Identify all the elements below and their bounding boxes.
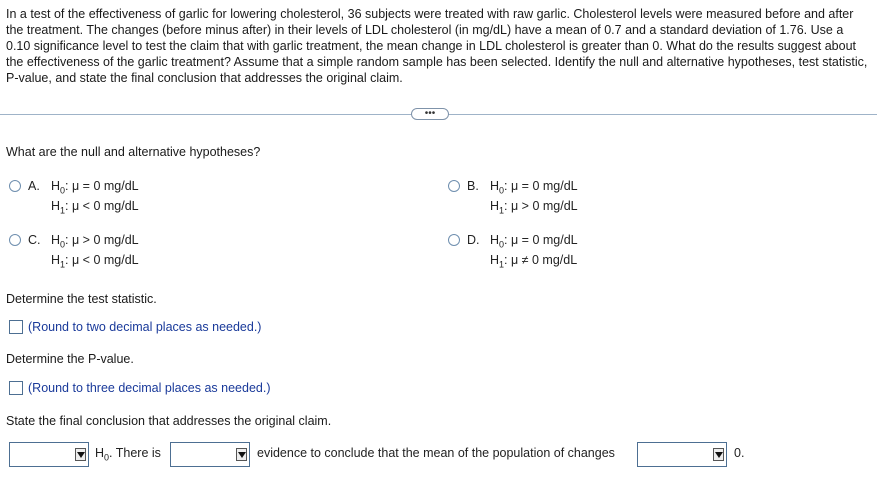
option-a-h0: $H_0$: μ = 0 mg/dL: [51, 179, 139, 196]
test-statistic-question: Determine the test statistic.: [6, 292, 157, 306]
radio-c[interactable]: [9, 234, 21, 246]
test-statistic-hint: (Round to two decimal places as needed.): [28, 320, 262, 334]
option-d[interactable]: [448, 230, 648, 272]
reject-decision-select[interactable]: [9, 442, 89, 467]
evidence-level-select[interactable]: [170, 442, 250, 467]
test-statistic-input[interactable]: [9, 320, 23, 334]
hypotheses-question: What are the null and alternative hypotheses?: [6, 145, 261, 159]
radio-b[interactable]: [448, 180, 460, 192]
conclusion-h0-text: $H_0$. There is: [95, 446, 161, 463]
conclusion-end-text: 0.: [734, 446, 745, 460]
chevron-down-icon: [75, 448, 86, 461]
option-c[interactable]: [9, 230, 209, 272]
conclusion-question: State the final conclusion that addresses the original claim.: [6, 414, 332, 428]
option-b-h0: $H_0$: μ = 0 mg/dL: [490, 179, 578, 196]
expand-more-button[interactable]: •••: [411, 108, 449, 120]
conclusion-middle-text: evidence to conclude that the mean of the population of changes: [257, 446, 615, 460]
p-value-hint: (Round to three decimal places as needed.): [28, 381, 271, 395]
option-a-letter: A.: [28, 179, 40, 193]
radio-a[interactable]: [9, 180, 21, 192]
option-a-h1: $H_1$: μ < 0 mg/dL: [51, 199, 139, 216]
option-b-h1: $H_1$: μ > 0 mg/dL: [490, 199, 578, 216]
radio-d[interactable]: [448, 234, 460, 246]
p-value-input[interactable]: [9, 381, 23, 395]
p-value-question: Determine the P-value.: [6, 352, 134, 366]
chevron-down-icon: [713, 448, 724, 461]
option-b[interactable]: [448, 176, 648, 218]
option-d-letter: D.: [467, 233, 480, 247]
problem-statement: In a test of the effectiveness of garlic for lowering cholesterol, 36 subjects were treated with raw garlic. Cholesterol levels were measured before and after the treatment. The changes (before minus after) in their levels of LDL cholesterol (in mg/dL) have a mean of 0.7 and a standard deviation of 1.76. Use a 0.10 significance level to test the claim that with garlic treatment, the mean change in LDL cholesterol is greater than 0. What do the results suggest about the effectiveness of the garlic treatment? Assume that a simple random sample has been selected. Identify the null and alternative hypotheses, test statistic, P-value, and state the final conclusion that addresses the original claim.: [6, 7, 868, 85]
option-d-h1: $H_1$: μ ≠ 0 mg/dL: [490, 253, 578, 270]
comparison-select[interactable]: [637, 442, 727, 467]
option-c-h1: $H_1$: μ < 0 mg/dL: [51, 253, 139, 270]
option-c-letter: C.: [28, 233, 41, 247]
option-d-h0: $H_0$: μ = 0 mg/dL: [490, 233, 578, 250]
option-a[interactable]: [9, 176, 209, 218]
option-c-h0: $H_0$: μ > 0 mg/dL: [51, 233, 139, 250]
option-b-letter: B.: [467, 179, 479, 193]
chevron-down-icon: [236, 448, 247, 461]
